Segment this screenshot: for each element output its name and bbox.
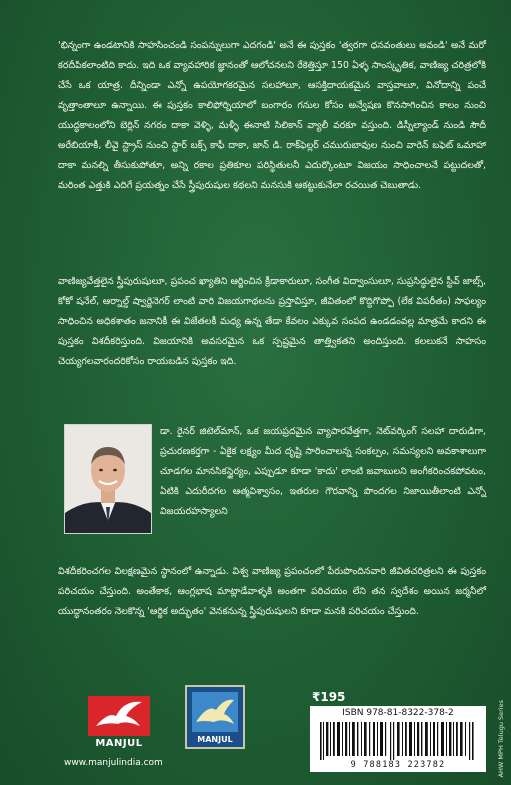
isbn-text: ISBN 978-81-8322-378-2: [342, 708, 454, 718]
author-bio-continuation: విశదీకరించగల విలక్షణమైన స్థానంలో ఉన్నాడు. విశ్వ వాణిజ్య ప్రపంచంలో పేరుపొందినవారి జీవితచరిత్రలని ఈ పుస్తకం పరిచయం చేస్తుంది. అంతేకాక, ఆంగ్లభాష మాట్లాడేవాళ్ళకి అంతగా పరిచయం లేని తన స్వదేశం అయిన జర్మనీలో యుద్ధానంతరం నెలకొన్న 'ఆర్థిక అద్భుతం' వెనకనున్న స్త్రీపురుషులని కూడా మనకి పరిచయం చేస్తుంది.: [58, 566, 486, 617]
series-label: AHW MPH Telugu Series: [497, 700, 505, 778]
author-portrait: [64, 424, 152, 534]
author-bio-paragraph: డా. రైనర్ జిటెల్‌మాన్, ఒక జయప్రదమైన వ్యాపారవేత్తగా, నెట్‌వర్కింగ్ సలహా దారుడిగా, ప్రచురణకర్తగా - ఏకైక లక్ష్యం మీద దృష్టి సారించాలన్న సంకల్పం, సమస్యలని అవకాశాలుగా చూడగల మానసికస్థైర్యం, ఎప్పుడూ కూడా 'కాదు' లాంటి జవాబులని అంగీకరించకపోవటం, ఏటికి ఎదురీదగల ఆత్మవిశ్వాసం, ఇతరుల గౌరవాన్ని పొందగల నిజాయితీలాంటి ఎన్నో విజయరహస్యాలని: [160, 426, 486, 517]
barcode-number: 9 788183 223782: [350, 760, 446, 770]
blurb-paragraph-1: 'భిన్నంగా ఉండటానికి సాహసించండి సంపన్నులుగా ఎదగండి' అనే ఈ పుస్తకం 'త్వరగా ధనవంతులు అవండి' అనే మరో కరదీపికలాంటిది కాదు. ఇది ఒక వ్యావహారిక జ్ఞానంతో ఆలోచనలని రేకెత్తిస్తూ 150 ఏళ్ళ సాంస్కృతిక, వాణిజ్య చరిత్రలోకి చేసే ఒక యాత్ర. దీన్నిండా ఎన్నో ఉపయోగకరమైన సలహాలూ, ఆసక్తిదాయకమైన వాస్తవాలూ, వినోదాన్ని పంచే వృత్తాంతాలూ ఉన్నాయి. ఈ పుస్తకం కాలిఫోర్నియాలో బంగారం గనుల కోసం అన్వేషణ కొనసాగించిన కాలం నుంచి యుద్ధకాలంలోని బెర్లిన్ నగరం దాకా వెళ్ళి, మళ్ళీ ఈనాటి సిలికాన్ వ్యాలీ వరకూ వస్తుంది. డిస్నీల్యాండ్ నుండి సౌదీ అరేబియాకీ, లీవై స్ట్రాస్ నుంచి స్టార్ బక్స్ కాఫీ దాకా, జాన్ డి. రాక్‌ఫెల్లర్ చమురుబావుల నుంచి వారెన్ బఫెట్ ఒమాహా దాకా మనల్ని తీసుకుపోతూ, అన్ని రకాల ప్రతికూల పరిస్థితులనీ ఎదుర్కొంటూ విజయం సాధించాలనే పట్టుదలతో, మరింత ఎత్తుకి ఎదిగే ప్రయత్నం చేసే స్త్రీపురుషుల కథలని మనసుకి ఆకట్టుకునేలా రచయిత చెబుతాడు.: [58, 40, 486, 191]
publisher-website: www.manjulindia.com: [64, 758, 163, 768]
isbn-barcode: [310, 706, 486, 772]
bird-logo-icon: [86, 690, 152, 742]
publisher-seal-icon: [184, 684, 246, 752]
publisher-name: MANJUL: [95, 738, 143, 749]
barcode-icon: [320, 722, 476, 760]
blurb-paragraph-2: వాణిజ్యవేత్తలైన స్త్రీపురుషులూ, ప్రపంచ ఖ్యాతిని ఆర్జించిన క్రీడాకారులూ, సంగీత విద్వాంసులూ, సుప్రసిద్ధులైన స్టీవ్ జాబ్స్, కోకో షనేల్, ఆర్నాల్డ్ ష్వార్జెనెగర్ లాంటి వారి విజయగాథలను ప్రస్తావిస్తూ, జీవితంలో కొద్దిగొప్పో (లేక విపరీతం) సాఫల్యం సాధించిన అధికశాతం జనానికీ ఈ విజేతలకీ మధ్య ఉన్న తేడా కేవలం ఎక్కువ సంపద ఉండడంవల్ల మాత్రమే కాదని ఈ పుస్తకం విశదీకరిస్తుంది. విజయానికి అవసరమైన ఒక స్పష్టమైన తాత్త్వికతని అందిస్తుంది. కలలుకనే సాహసం చెయ్యగలవారందరికోసం రాయబడిన పుస్తకం ఇది.: [58, 276, 486, 367]
price-label: ₹195: [312, 690, 346, 704]
svg-text:MANJUL: MANJUL: [197, 735, 233, 744]
